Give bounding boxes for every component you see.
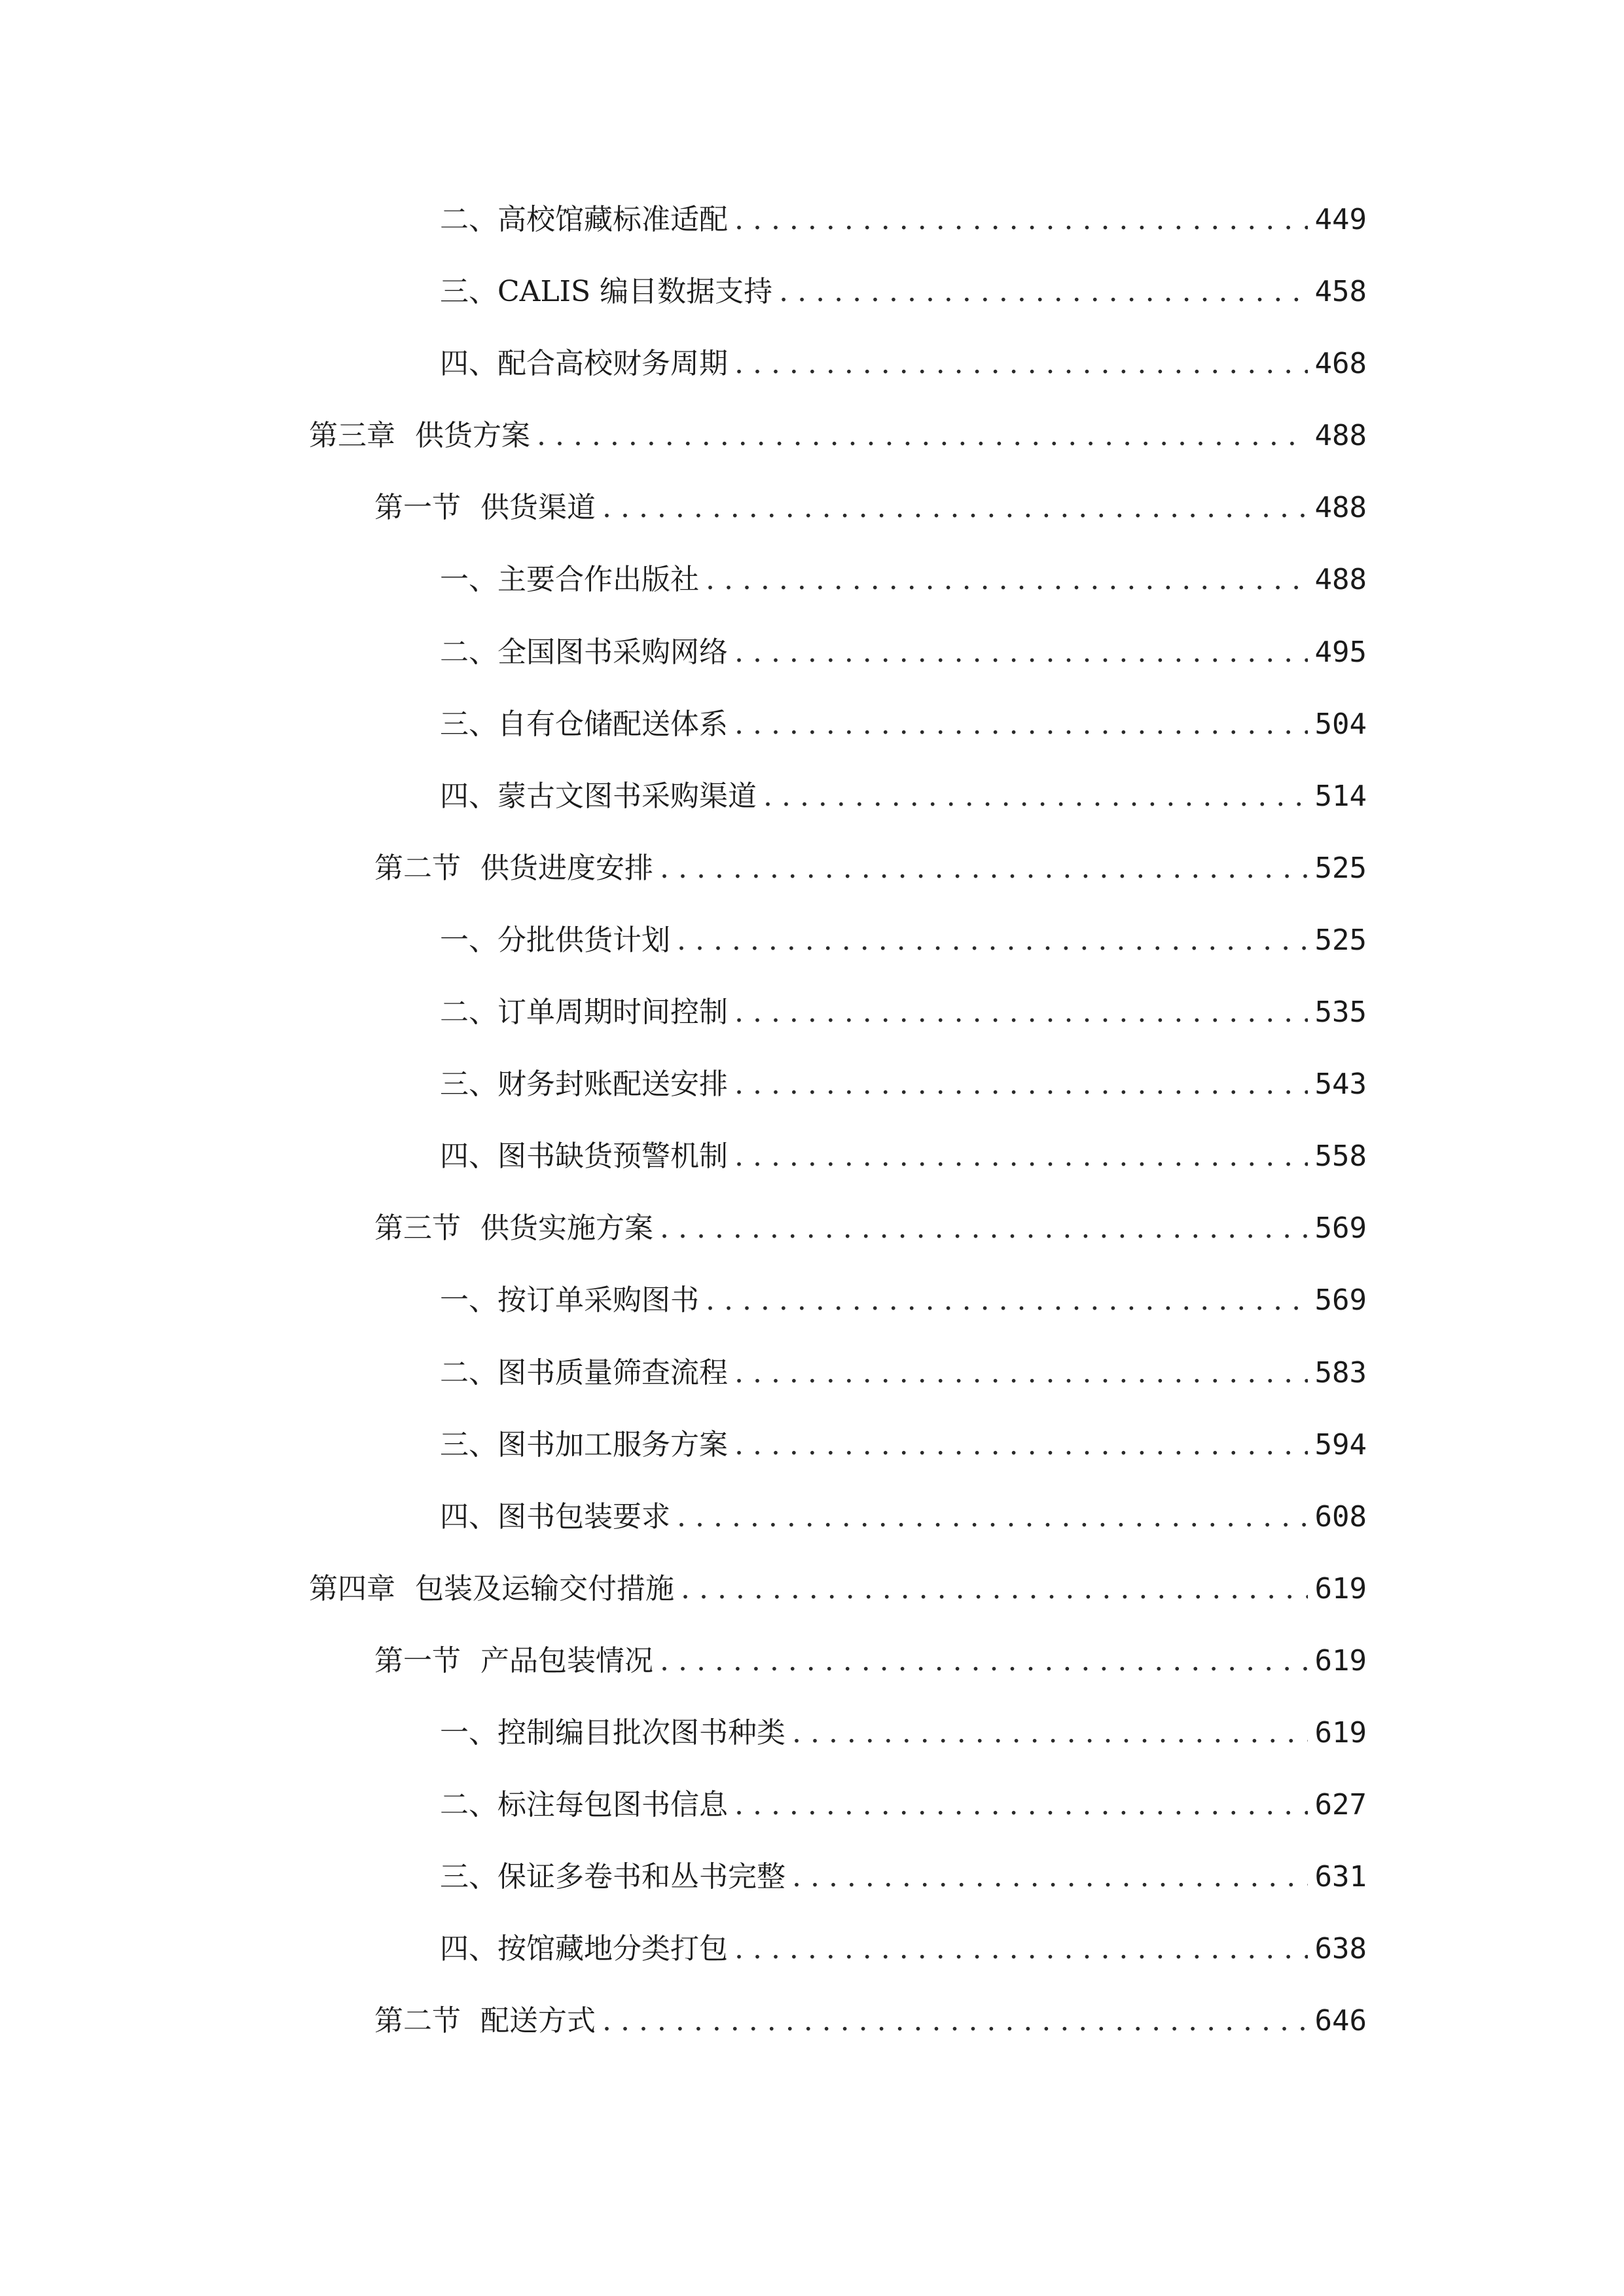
dot-leader: [763, 777, 1308, 816]
toc-section-number: 第二节: [374, 851, 461, 885]
dot-leader: [660, 1209, 1308, 1248]
toc-section-page: 619: [1314, 1643, 1367, 1677]
toc-section-page: 488: [1314, 491, 1367, 525]
toc-entry-number: 二、: [440, 635, 497, 669]
toc-entry[interactable]: [0, 1498, 1624, 1570]
dot-leader: [734, 705, 1308, 744]
table-of-contents: [0, 200, 1624, 2073]
toc-section-title: 产品包装情况: [480, 1643, 653, 1677]
toc-entry-page: 543: [1314, 1067, 1367, 1102]
dot-leader: [734, 633, 1308, 672]
toc-chapter-page: 488: [1314, 419, 1367, 453]
toc-entry-number: 一、: [440, 923, 497, 957]
toc-entry-number: 四、: [440, 1139, 497, 1174]
toc-entry-title: 配合高校财务周期: [497, 347, 728, 381]
toc-entry-title: 保证多卷书和丛书完整: [497, 1860, 785, 1894]
dot-leader: [660, 1641, 1308, 1681]
toc-entry-page: 504: [1314, 707, 1367, 741]
toc-entry-title: CALIS 编目数据支持: [497, 275, 773, 309]
toc-section-page: 569: [1314, 1211, 1367, 1246]
toc-entry-title: 图书包装要求: [497, 1499, 670, 1534]
toc-entry[interactable]: [0, 560, 1624, 632]
toc-section-title: 供货实施方案: [480, 1211, 653, 1246]
toc-section-page: 646: [1314, 2004, 1367, 2038]
toc-entry-number: 四、: [440, 1932, 497, 1966]
toc-entry-page: 525: [1314, 923, 1367, 957]
toc-entry[interactable]: [0, 344, 1624, 416]
toc-entry-number: 二、: [440, 1355, 497, 1390]
toc-entry[interactable]: [0, 200, 1624, 272]
toc-section[interactable]: [0, 488, 1624, 560]
toc-entry-title: 蒙古文图书采购渠道: [497, 779, 757, 813]
toc-chapter-number: 第四章: [309, 1571, 395, 1605]
toc-section-page: 525: [1314, 851, 1367, 885]
toc-entry-number: 二、: [440, 996, 497, 1030]
toc-entry-title: 高校馆藏标准适配: [497, 203, 728, 236]
toc-chapter-title: 供货方案: [415, 419, 530, 453]
dot-leader: [681, 1570, 1308, 1609]
dot-leader: [734, 344, 1308, 384]
toc-chapter[interactable]: [0, 416, 1624, 488]
toc-entry-number: 三、: [440, 707, 497, 741]
toc-entry-title: 订单周期时间控制: [497, 996, 728, 1030]
toc-entry[interactable]: [0, 272, 1624, 344]
dot-leader: [734, 1354, 1308, 1393]
toc-entry-number: 一、: [440, 1715, 497, 1749]
toc-entry[interactable]: [0, 633, 1624, 705]
dot-leader: [779, 272, 1308, 312]
dot-leader: [537, 416, 1308, 456]
toc-entry-title: 分批供货计划: [497, 923, 670, 957]
dot-leader: [734, 200, 1308, 240]
toc-entry-page: 535: [1314, 996, 1367, 1030]
dot-leader: [734, 1065, 1308, 1104]
toc-section-title: 供货渠道: [480, 491, 596, 525]
toc-section-number: 第二节: [374, 2004, 461, 2038]
dot-leader: [792, 1713, 1308, 1753]
toc-entry-title: 按馆藏地分类打包: [497, 1932, 728, 1966]
toc-entry-number: 二、: [440, 203, 497, 236]
toc-entry[interactable]: [0, 1137, 1624, 1209]
toc-entry[interactable]: [0, 1785, 1624, 1857]
toc-entry-number: 四、: [440, 779, 497, 813]
dot-leader: [602, 488, 1308, 528]
dot-leader: [602, 2001, 1308, 2041]
toc-entry-page: 449: [1314, 203, 1367, 236]
toc-entry[interactable]: [0, 993, 1624, 1065]
toc-entry[interactable]: [0, 1857, 1624, 1929]
toc-entry[interactable]: [0, 921, 1624, 993]
dot-leader: [734, 993, 1308, 1032]
toc-entry-page: 514: [1314, 779, 1367, 813]
toc-entry[interactable]: [0, 1354, 1624, 1426]
toc-entry-page: 569: [1314, 1283, 1367, 1318]
toc-chapter-title: 包装及运输交付措施: [415, 1571, 674, 1605]
dot-leader: [677, 1498, 1308, 1537]
toc-entry-number: 四、: [440, 347, 497, 381]
toc-entry-page: 558: [1314, 1139, 1367, 1174]
toc-section[interactable]: [0, 1641, 1624, 1713]
toc-section-number: 第三节: [374, 1211, 461, 1246]
toc-entry[interactable]: [0, 1065, 1624, 1137]
toc-section-number: 第一节: [374, 491, 461, 525]
toc-entry-page: 468: [1314, 347, 1367, 381]
toc-section[interactable]: [0, 2001, 1624, 2073]
toc-entry-page: 638: [1314, 1932, 1367, 1966]
toc-entry[interactable]: [0, 777, 1624, 849]
dot-leader: [792, 1857, 1308, 1897]
dot-leader: [677, 921, 1308, 960]
toc-entry-page: 594: [1314, 1427, 1367, 1462]
toc-entry-title: 主要合作出版社: [497, 563, 699, 597]
toc-entry-title: 图书缺货预警机制: [497, 1139, 728, 1174]
toc-entry-title: 图书质量筛查流程: [497, 1355, 728, 1390]
toc-entry-title: 全国图书采购网络: [497, 635, 728, 669]
dot-leader: [706, 1281, 1308, 1320]
toc-section-title: 供货进度安排: [480, 851, 653, 885]
toc-entry-page: 488: [1314, 563, 1367, 597]
toc-entry-title: 财务封账配送安排: [497, 1067, 728, 1102]
toc-entry-page: 583: [1314, 1355, 1367, 1390]
toc-entry-page: 631: [1314, 1860, 1367, 1894]
toc-entry-number: 三、: [440, 1860, 497, 1894]
toc-entry-number: 三、: [440, 1067, 497, 1102]
dot-leader: [734, 1137, 1308, 1176]
toc-chapter-number: 第三章: [309, 419, 395, 453]
toc-entry[interactable]: [0, 1281, 1624, 1353]
toc-entry-number: 二、: [440, 1788, 497, 1822]
toc-entry-page: 458: [1314, 275, 1367, 309]
toc-section[interactable]: [0, 1209, 1624, 1281]
toc-entry-page: 608: [1314, 1499, 1367, 1534]
dot-leader: [660, 849, 1308, 888]
toc-entry[interactable]: [0, 1426, 1624, 1498]
toc-section-number: 第一节: [374, 1643, 461, 1677]
toc-entry-number: 一、: [440, 1283, 497, 1318]
toc-entry-title: 按订单采购图书: [497, 1283, 699, 1318]
toc-entry-title: 图书加工服务方案: [497, 1427, 728, 1462]
toc-entry-title: 标注每包图书信息: [497, 1788, 728, 1822]
toc-section-title: 配送方式: [480, 2004, 596, 2038]
toc-entry-number: 一、: [440, 563, 497, 597]
toc-entry-page: 495: [1314, 635, 1367, 669]
toc-section[interactable]: [0, 849, 1624, 921]
toc-entry[interactable]: [0, 1713, 1624, 1785]
toc-entry-page: 619: [1314, 1715, 1367, 1749]
toc-entry[interactable]: [0, 1929, 1624, 2001]
dot-leader: [734, 1929, 1308, 1969]
dot-leader: [706, 560, 1308, 600]
toc-entry[interactable]: [0, 705, 1624, 777]
toc-entry-number: 三、: [440, 275, 497, 309]
toc-entry-page: 627: [1314, 1788, 1367, 1822]
toc-entry-number: 四、: [440, 1499, 497, 1534]
dot-leader: [734, 1785, 1308, 1825]
toc-chapter[interactable]: [0, 1570, 1624, 1641]
toc-entry-number: 三、: [440, 1427, 497, 1462]
dot-leader: [734, 1426, 1308, 1465]
toc-entry-title: 控制编目批次图书种类: [497, 1715, 785, 1749]
toc-chapter-page: 619: [1314, 1571, 1367, 1605]
toc-entry-title: 自有仓储配送体系: [497, 707, 728, 741]
